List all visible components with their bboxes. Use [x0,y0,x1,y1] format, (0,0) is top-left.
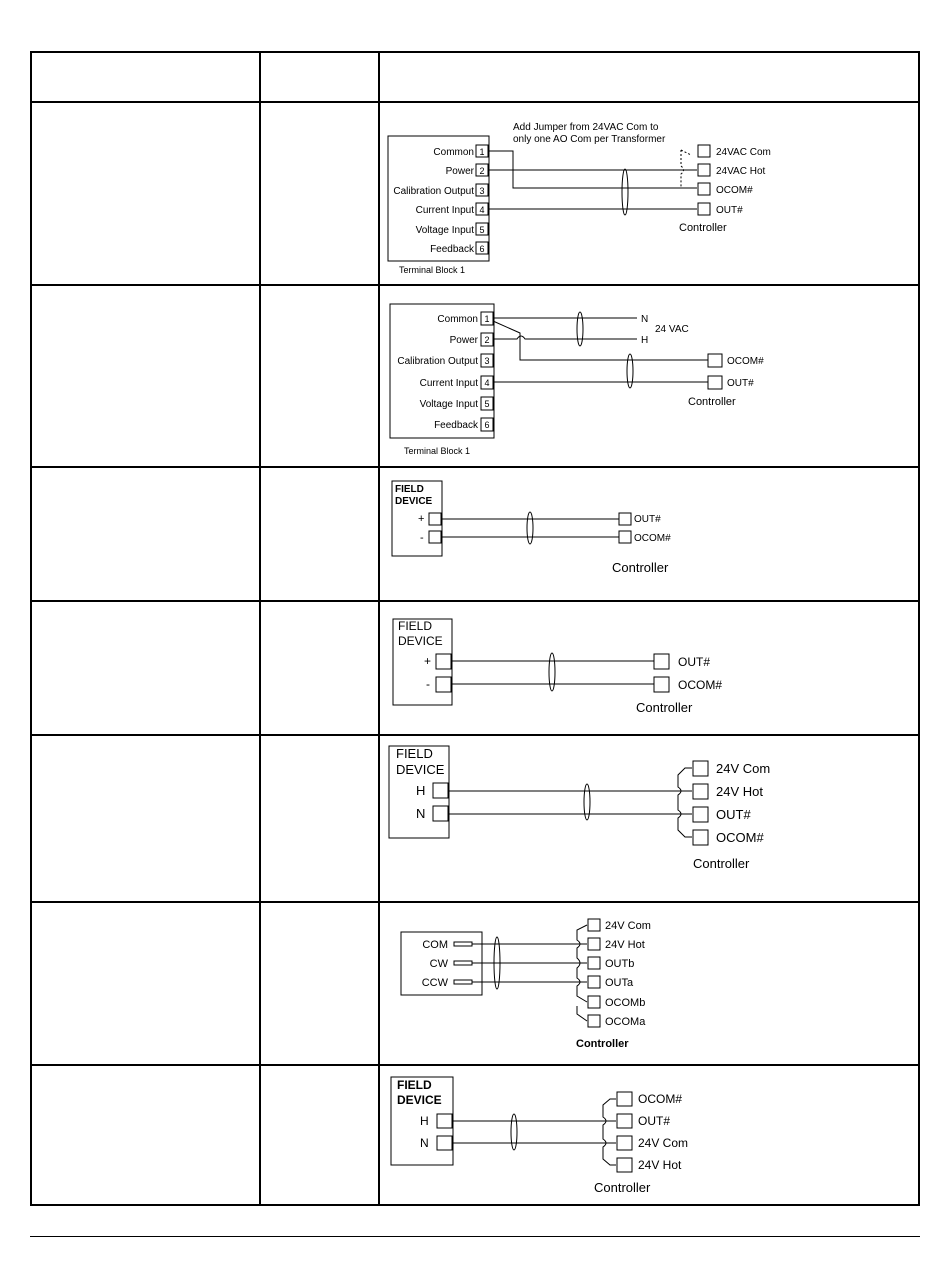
controller-terminal-boxes [588,919,600,1027]
terminal-label: + [424,654,432,668]
terminal-label: H [416,783,426,798]
controller-terminal-label: OCOMa [605,1016,646,1028]
field-device-label-line-1: FIELD [395,484,424,495]
controller-terminal-label: 24VAC Hot [716,166,766,177]
terminal-number: 2 [484,335,490,345]
terminal-label: Voltage Input [419,399,478,410]
controller-terminal-box [619,513,631,525]
terminal-label: N [420,1136,429,1150]
terminal-number: 4 [479,205,485,215]
terminal-label: Common [437,314,478,325]
diagram-7 [391,1077,688,1195]
controller-label: Controller [688,396,736,408]
controller-label: Controller [693,856,750,871]
terminal-box [433,806,448,821]
controller-terminal-label: OUT# [634,514,661,525]
cable-shield [549,653,555,691]
terminal-label: Current Input [419,378,478,389]
controller-terminal-box [708,354,722,367]
controller-terminal-label: 24V Com [605,920,651,932]
terminal-numbers [479,147,484,254]
cable-shield [622,169,628,215]
controller-label: Controller [636,700,693,715]
terminal-number: 5 [484,399,490,409]
controller-terminal-box [698,183,710,195]
diagram-1 [388,122,771,275]
field-device-label-line-2: DEVICE [397,1093,442,1107]
terminal-block-label: Terminal Block 1 [399,265,466,275]
controller-label: Controller [612,560,669,575]
controller-terminal-label: 24VAC Com [716,147,771,158]
cable-shield [577,312,583,346]
controller-terminal-label: OUT# [678,655,711,669]
field-device-label-line-1: FIELD [398,619,433,633]
controller-terminal-box [654,677,669,692]
controller-terminal-labels [716,147,771,216]
terminal-label: Common [433,147,474,158]
controller-terminal-label: OCOM# [716,830,764,845]
wire-power-h [493,336,637,339]
diagram-4 [393,619,722,715]
terminal-label: Calibration Output [393,186,474,197]
controller-terminal-label: 24V Com [638,1136,689,1150]
wires [488,150,697,215]
controller-terminal-label: 24V Hot [605,939,645,951]
controller-terminal-label: OUT# [716,807,751,822]
controller-jumper [577,925,587,1021]
terminal-box [429,531,441,543]
jumper-note-line-1: Add Jumper from 24VAC Com to [513,122,659,133]
controller-terminal-box [654,654,669,669]
terminal-label: Power [449,335,478,346]
jumper-wire [681,150,697,188]
terminal-lead [454,980,472,984]
terminal-box [436,654,451,669]
controller-terminal-label: OUTa [605,977,634,989]
controller-terminal-label: 24V Com [716,761,771,776]
terminal-box [429,513,441,525]
controller-terminal-box [619,531,631,543]
cable-shield [627,354,633,388]
controller-terminal-label: 24V Hot [638,1158,682,1172]
terminal-number: 1 [479,147,485,157]
controller-terminal-box [698,145,710,157]
controller-terminal-label: OUT# [727,378,754,389]
terminal-label: Power [445,166,474,177]
supply-voltage-label: 24 VAC [655,324,689,335]
terminal-label: - [420,532,424,544]
terminal-lead [454,961,472,965]
controller-terminal-box [698,164,710,176]
controller-jumper [603,1099,616,1165]
controller-terminal-box [693,807,708,822]
diagram-3 [392,481,671,575]
terminal-number: 5 [479,225,485,235]
controller-label: Controller [576,1038,629,1050]
controller-terminal-box [617,1114,632,1128]
controller-terminal-box [617,1158,632,1172]
terminal-box [433,783,448,798]
controller-terminal-label: OCOM# [716,185,753,196]
cable-shield [584,784,590,820]
controller-terminal-labels [727,356,764,389]
field-device-label-line-1: FIELD [396,746,433,761]
controller-terminal-label: OCOM# [634,533,671,544]
terminal-label: CCW [421,977,448,989]
jumper-note-line-2: only one AO Com per Transformer [513,134,666,145]
terminal-block-label: Terminal Block 1 [404,446,471,456]
terminal-number: 1 [484,314,490,324]
terminal-numbers [484,314,489,430]
controller-terminal-box [588,938,600,950]
diagram-6 [401,919,651,1050]
terminal-label: Feedback [430,244,474,255]
controller-terminal-label: OCOM# [638,1092,683,1106]
terminal-labels [393,147,475,255]
terminal-lead [454,942,472,946]
terminal-number: 6 [484,420,490,430]
terminal-box [437,1136,452,1150]
controller-terminal-box [698,203,710,215]
terminal-label: H [420,1114,429,1128]
terminal-labels [422,939,449,989]
field-device-label-line-2: DEVICE [398,634,443,648]
controller-terminal-box [693,784,708,799]
controller-terminal-box [617,1136,632,1150]
terminal-label: Current Input [415,205,474,216]
controller-terminal-box [588,1015,600,1027]
terminal-label: Voltage Input [415,225,474,236]
terminal-number: 6 [479,244,485,254]
controller-terminal-box [588,996,600,1008]
terminal-boxes [481,312,493,431]
terminal-label: - [426,677,430,691]
terminal-label: COM [422,939,448,951]
controller-terminal-label: OUT# [638,1114,671,1128]
terminal-label: CW [429,958,448,970]
controller-terminals [698,145,710,215]
controller-jumper [678,768,692,837]
controller-terminal-label: OUT# [716,205,743,216]
controller-terminal-labels [605,920,651,1028]
controller-terminal-box [588,976,600,988]
terminal-number: 3 [484,356,490,366]
controller-terminal-label: OUTb [605,958,635,970]
field-device-label-line-2: DEVICE [396,762,445,777]
supply-labels [641,314,689,346]
controller-terminal-box [708,376,722,389]
terminal-number: 2 [479,166,485,176]
diagram-2 [390,304,764,456]
field-device-label-line-2: DEVICE [395,496,433,507]
controller-label: Controller [594,1180,651,1195]
field-device-label-line-1: FIELD [397,1078,432,1092]
terminal-label: + [418,513,425,525]
controller-terminal-label: OCOM# [727,356,764,367]
diagram-5 [389,746,770,871]
terminal-label: N [416,806,426,821]
controller-terminal-label: OCOMb [605,997,646,1009]
controller-terminal-box [617,1092,632,1106]
terminal-box [436,677,451,692]
supply-hot-label: H [641,335,649,346]
terminal-label: Calibration Output [397,356,478,367]
cable-shield [511,1114,517,1150]
controller-label: Controller [679,222,727,234]
terminal-number: 3 [479,186,485,196]
controller-terminal-box [588,957,600,969]
controller-terminal-label: OCOM# [678,678,723,692]
controller-terminal-labels [716,761,770,845]
controller-terminal-box [693,761,708,776]
terminal-number: 4 [484,378,490,388]
supply-neutral-label: N [641,314,649,325]
terminal-label: Feedback [434,420,478,431]
controller-terminal-box [693,830,708,845]
terminal-labels [397,314,479,431]
controller-terminal-labels [638,1092,688,1172]
terminal-box [437,1114,452,1128]
controller-terminal-label: 24V Hot [716,784,763,799]
terminal-boxes [476,145,488,254]
cable-shield [527,512,533,544]
controller-terminal-box [588,919,600,931]
